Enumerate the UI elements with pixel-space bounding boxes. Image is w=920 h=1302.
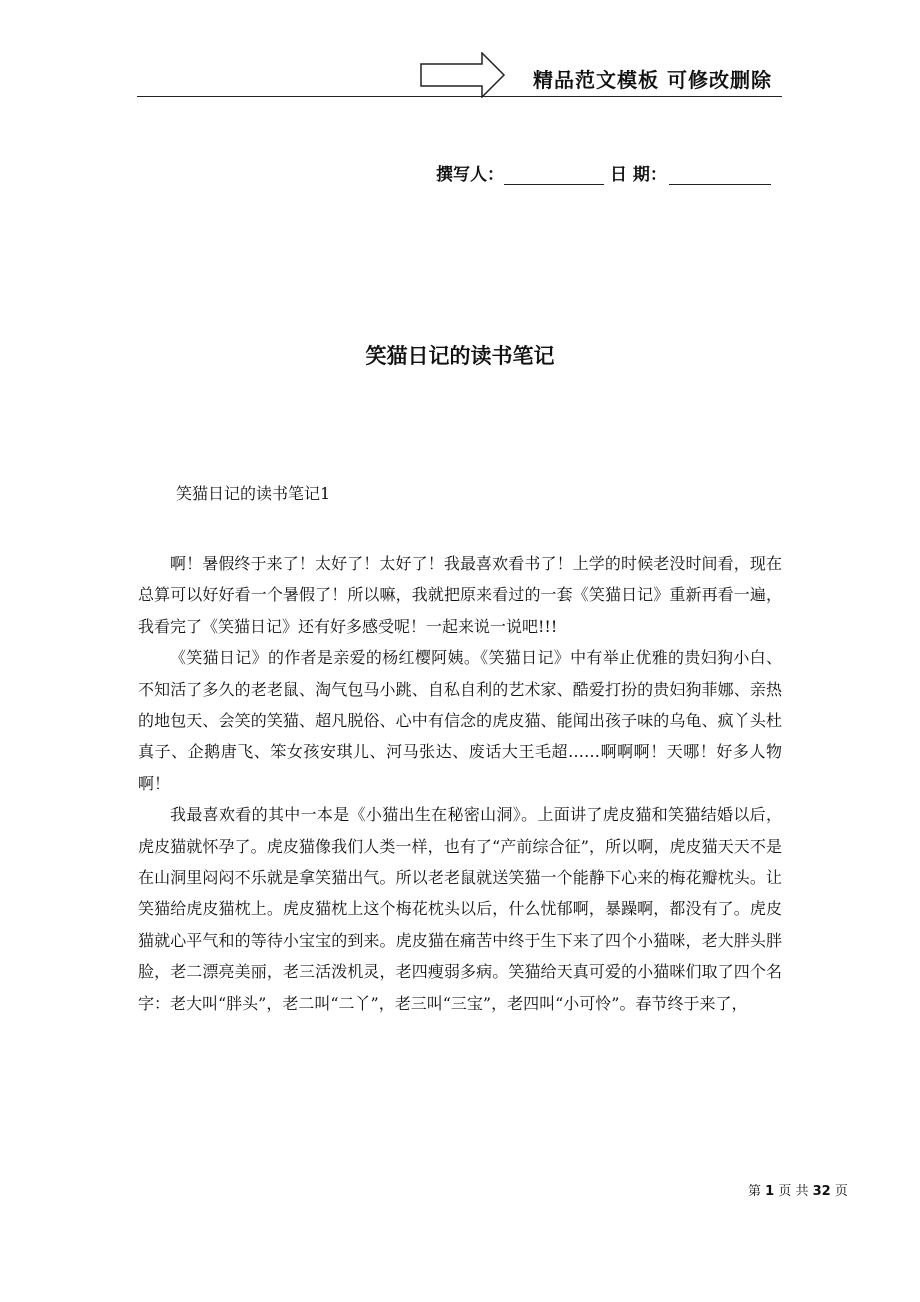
date-label: 日 期：: [610, 165, 667, 185]
header-divider: [137, 96, 782, 97]
page-footer: [748, 1180, 848, 1199]
paragraph-3: 我最喜欢看的其中一本是《小猫出生在秘密山洞》。上面讲了虎皮猫和笑猫结婚以后，虎皮猫就怀孕了。虎皮猫像我们人类一样，也有了“产前综合征”，所以啊，虎皮猫天天不是在山洞里闷闷不乐就是拿笑猫出气。所以老老鼠就送笑猫一个能静下心来的梅花瓣枕头。让笑猫给虎皮猫枕上。虎皮猫枕上这个梅花枕头以后，什么忧郁啊，暴躁啊，都没有了。虎皮猫就心平气和的等待小宝宝的到来。虎皮猫在痛苦中终于生下来了四个小猫咪，老大胖头胖脸，老二漂亮美丽，老三活泼机灵，老四瘦弱多病。笑猫给天真可爱的小猫咪们取了四个名字：老大叫“胖头”，老二叫“二丫”，老三叫“三宝”，老四叫“小可怜”。春节终于来了，: [138, 805, 782, 1013]
paragraph-2: 《笑猫日记》的作者是亲爱的杨红樱阿姨。《笑猫日记》中有举止优雅的贵妇狗小白、不知活了多久的老老鼠、淘气包马小跳、自私自利的艺术家、酷爱打扮的贵妇狗菲娜、亲热的地包天、会笑的笑猫、超凡脱俗、心中有信念的虎皮猫、能闻出孩子味的乌龟、疯丫头杜真子、企鹅唐飞、笨女孩安琪儿、河马张达、废话大王毛超……啊啊啊！天哪！好多人物啊！: [138, 648, 782, 793]
date-blank: [669, 166, 771, 185]
page-suffix: 页: [834, 1184, 848, 1199]
page-total: 32: [812, 1184, 831, 1199]
paragraph-1: 啊！暑假终于来了！太好了！太好了！我最喜欢看书了！上学的时候老没时间看，现在总算可以好好看一个暑假了！所以嘛，我就把原来看过的一套《笑猫日记》重新再看一遍，我看完了《笑猫日记》还有好多感受呢！一起来说一说吧!!!: [138, 554, 782, 636]
document-title: 笑猫日记的读书笔记: [365, 344, 555, 368]
page-current: 1: [765, 1184, 775, 1199]
page-mid: 页 共: [778, 1184, 809, 1199]
header-title: 精品范文模板 可修改删除: [533, 68, 772, 92]
author-label: 撰写人：: [436, 165, 504, 185]
page-prefix: 第: [748, 1184, 762, 1199]
section-subtitle: 笑猫日记的读书笔记1: [176, 484, 331, 503]
page-header: [0, 0, 920, 110]
document-body: [138, 548, 782, 1019]
arrow-right-icon: [420, 52, 506, 98]
author-date-line: [436, 160, 771, 185]
author-blank: [504, 166, 604, 185]
